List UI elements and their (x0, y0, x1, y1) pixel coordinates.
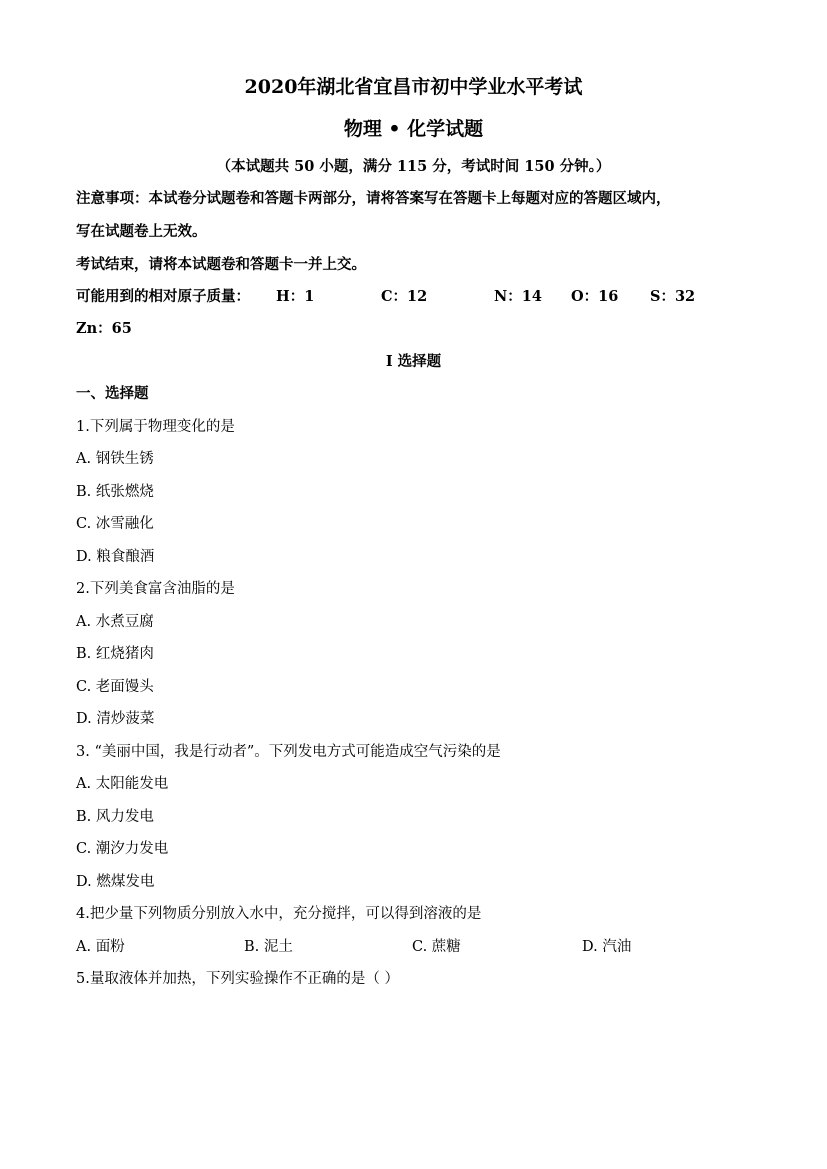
question-stem: 4.把少量下列物质分别放入水中，充分搅拌，可以得到溶液的是 (76, 906, 482, 922)
question-stem: 2.下列美食富含油脂的是 (76, 581, 235, 597)
atomic-mass-o: O：16 (571, 288, 619, 305)
question-option: D. 粮食酿酒 (76, 549, 155, 565)
exam-info: （本试题共 50 小题，满分 115 分，考试时间 150 分钟。） (216, 158, 611, 175)
question-stem: 3. “美丽中国，我是行动者”。下列发电方式可能造成空气污染的是 (76, 744, 501, 760)
question-option: D. 汽油 (582, 939, 632, 955)
question-option: B. 泥土 (244, 939, 293, 955)
question-stem: 1.下列属于物理变化的是 (76, 419, 235, 435)
question-option: C. 冰雪融化 (76, 516, 154, 532)
question-option: C. 潮汐力发电 (76, 841, 169, 857)
atomic-mass-zn: Zn：65 (76, 320, 132, 337)
notes-line-3: 考试结束，请将本试题卷和答题卡一并上交。 (76, 256, 366, 273)
exam-subtitle: 物理 • 化学试题 (343, 118, 484, 140)
notes-line-1: 注意事项：本试卷分试题卷和答题卡两部分，请将答案写在答题卡上每题对应的答题区域内， (76, 190, 671, 207)
question-option: A. 太阳能发电 (76, 776, 169, 792)
question-option: A. 钢铁生锈 (76, 451, 154, 467)
question-option: C. 老面馒头 (76, 679, 154, 695)
section-heading: 一、选择题 (76, 385, 149, 402)
atomic-mass-c: C：12 (381, 288, 428, 305)
question-option: B. 风力发电 (76, 809, 154, 825)
question-option: A. 面粉 (76, 939, 125, 955)
atomic-mass-s: S：32 (650, 288, 696, 305)
question-option: B. 红烧猪肉 (76, 646, 154, 662)
question-stem: 5.量取液体并加热，下列实验操作不正确的是（ ） (76, 971, 399, 987)
notes-line-2: 写在试题卷上无效。 (76, 223, 207, 240)
part-title: I 选择题 (385, 353, 442, 370)
question-option: C. 蔗糖 (412, 939, 461, 955)
question-option: B. 纸张燃烧 (76, 484, 154, 500)
exam-title: 2020年湖北省宜昌市初中学业水平考试 (244, 76, 583, 98)
atomic-mass-h: H：1 (276, 288, 315, 305)
question-option: D. 清炒菠菜 (76, 711, 155, 727)
atomic-mass-n: N：14 (494, 288, 542, 305)
question-option: D. 燃煤发电 (76, 874, 155, 890)
question-option: A. 水煮豆腐 (76, 614, 154, 630)
atomic-mass-label: 可能用到的相对原子质量： (76, 288, 250, 305)
